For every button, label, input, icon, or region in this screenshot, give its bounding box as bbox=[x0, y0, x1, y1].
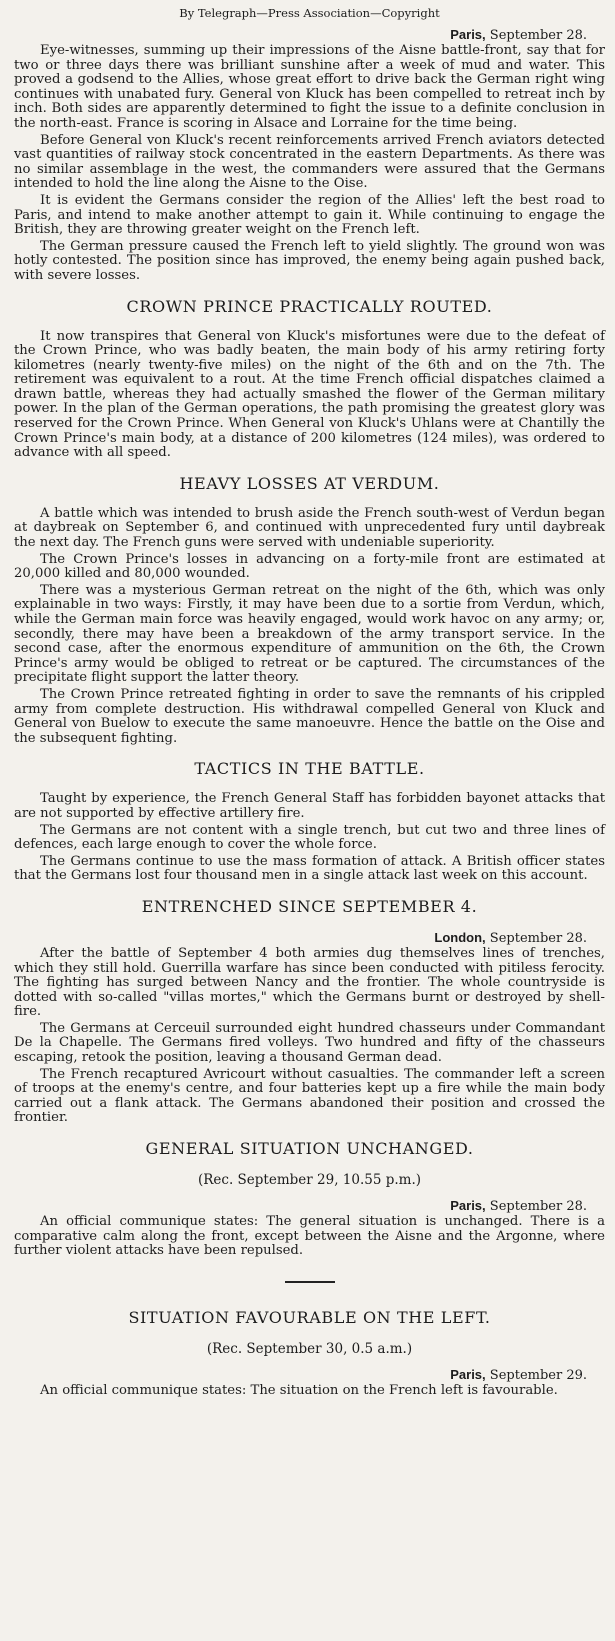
paragraph: The Germans continue to use the mass formation of attack. A British officer states that the Germans lost four thousand men in a single attack last week on this account. bbox=[14, 853, 605, 884]
dateline-place: Paris, bbox=[450, 1198, 486, 1214]
section-heading: CROWN PRINCE PRACTICALLY ROUTED. bbox=[126, 296, 493, 316]
dateline bbox=[14, 930, 605, 947]
received-time: (Rec. September 30, 0.5 a.m.) bbox=[206, 1340, 413, 1357]
article-section bbox=[14, 27, 605, 284]
dateline-place: London, bbox=[434, 929, 486, 945]
dateline-date: September 29. bbox=[489, 1367, 587, 1383]
paragraph: An official communique states: The general situation is unchanged. There is a comparative calm along the front, except between the Aisne and the Argonne, where further violent attacks have been repulsed. bbox=[14, 1214, 605, 1259]
section-divider bbox=[285, 1281, 335, 1283]
article-section bbox=[14, 1140, 605, 1283]
paragraph: The Crown Prince's losses in advancing on a forty-mile front are estimated at 20,000 killed and 80,000 wounded. bbox=[14, 551, 605, 582]
dateline bbox=[14, 27, 605, 44]
paragraph: The German pressure caused the French left to yield slightly. The ground won was hotly contested. The position since has improved, the enemy being again pushed back, with severe losses. bbox=[14, 238, 605, 283]
wire-credit: By Telegraph—Press Association—Copyright bbox=[179, 6, 440, 20]
paragraph: Eye-witnesses, summing up their impressions of the Aisne battle-front, say that for two or three days there was brilliant sunshine after a week of mud and water. This proved a godsend to the Allies, whose great effort to drive back the German right wing continues with unabated fury. General von Kluck has been compelled to retreat inch by inch. Both sides are apparently determined to fight the issue to a definite conclusion in the north-east. France is scoring in Alsace and Lorraine for the time being. bbox=[14, 43, 605, 131]
paragraph: It now transpires that General von Kluck's misfortunes were due to the defeat of the Crown Prince, who was badly beaten, the main body of his army retiring forty kilometres (nearly twenty-five miles) on the night of the 6th and on the 7th. The retirement was equivalent to a rout. At the time French official dispatches claimed a drawn battle, whereas they had actually smashed the flower of the German military power. In the plan of the German operations, the path promising the greatest glory was reserved for the Crown Prince. When General von Kluck's Uhlans were at Chantilly the Crown Prince's main body, at a distance of 200 kilometres (124 miles), was ordered to advance with all speed. bbox=[14, 328, 605, 461]
section-heading: SITUATION FAVOURABLE ON THE LEFT. bbox=[128, 1307, 491, 1327]
section-heading: HEAVY LOSSES AT VERDUM. bbox=[179, 473, 440, 493]
article-section bbox=[14, 475, 605, 747]
dateline-date: September 28. bbox=[489, 28, 587, 43]
received-time: (Rec. September 29, 10.55 p.m.) bbox=[197, 1172, 422, 1189]
paragraph: Taught by experience, the French General Staff has forbidden bayonet attacks that are not supported by effective artillery fire. bbox=[14, 791, 605, 821]
section-heading: ENTRENCHED SINCE SEPTEMBER 4. bbox=[141, 896, 478, 916]
paragraph: It is evident the Germans consider the region of the Allies' left the best road to Paris, and intend to make another attempt to gain it. While continuing to engage the British, they are throwing greater weight on the French left. bbox=[14, 192, 605, 238]
article-section bbox=[14, 1309, 605, 1399]
article-section bbox=[14, 898, 605, 1126]
paragraph: The Germans are not content with a single trench, but cut two and three lines of defences, each large enough to cover the whole force. bbox=[14, 822, 605, 853]
paragraph: The Germans at Cerceuil surrounded eight hundred chasseurs under Commandant De la Chapelle. The Germans fired volleys. Two hundred and fifty of the chasseurs escaping, retook the position, leaving a thousand German dead. bbox=[14, 1020, 605, 1066]
dateline bbox=[14, 1198, 605, 1215]
paragraph: After the battle of September 4 both armies dug themselves lines of trenches, which they still hold. Guerrilla warfare has since been conducted with pitiless ferocity. The fighting has surged between Nancy and the frontier. The whole countryside is dotted with so-called "villas mortes," which the Germans burnt or destroyed by shell-fire. bbox=[14, 945, 605, 1020]
dateline bbox=[14, 1367, 605, 1384]
paragraph: An official communique states: The situation on the French left is favourable. bbox=[40, 1382, 558, 1398]
dateline-date: September 28. bbox=[489, 1199, 587, 1215]
paragraph: The French recaptured Avricourt without casualties. The commander left a screen of troops at the enemy's centre, and four batteries kept up a fire while the main body carried out a flank attack. The Germans abandoned their position and crossed the frontier. bbox=[14, 1066, 605, 1126]
paragraph: Before General von Kluck's recent reinforcements arrived French aviators detected vast quantities of railway stock concentrated in the eastern Departments. As there was no similar assemblage in the west, the commanders were assured that the Germans intended to hold the line along the Aisne to the Oise. bbox=[14, 132, 605, 192]
article-body bbox=[14, 27, 605, 1398]
dateline-date: September 28. bbox=[489, 930, 587, 946]
dateline-place: Paris, bbox=[450, 1366, 486, 1382]
section-heading: TACTICS IN THE BATTLE. bbox=[194, 759, 425, 779]
article-section bbox=[14, 760, 605, 884]
paragraph: A battle which was intended to brush aside the French south-west of Verdun began at daybreak on September 6, and continued with unprecedented fury until daybreak the next day. The French guns were served with undeniable superiority. bbox=[14, 505, 605, 551]
section-heading: GENERAL SITUATION UNCHANGED. bbox=[145, 1139, 474, 1159]
paragraph: The Crown Prince retreated fighting in order to save the remnants of his crippled army from complete destruction. His withdrawal compelled General von Kluck and General von Buelow to execute the same manoeuvre. Hence the battle on the Oise and the subsequent fighting. bbox=[14, 686, 605, 746]
dateline-place: Paris, bbox=[450, 27, 486, 42]
paragraph: There was a mysterious German retreat on the night of the 6th, which was only explainable in two ways: Firstly, it may have been due to a sortie from Verdun, which, while the German main force was heavily engaged, would work havoc on any army; or, secondly, there may have been a breakdown of the army transport service. In the second case, after the enormous expenditure of ammunition on the 6th, the Crown Prince's army would be obliged to retreat or be captured. The circumstances of the precipitate flight support the latter theory. bbox=[14, 582, 605, 686]
article-section bbox=[14, 298, 605, 461]
